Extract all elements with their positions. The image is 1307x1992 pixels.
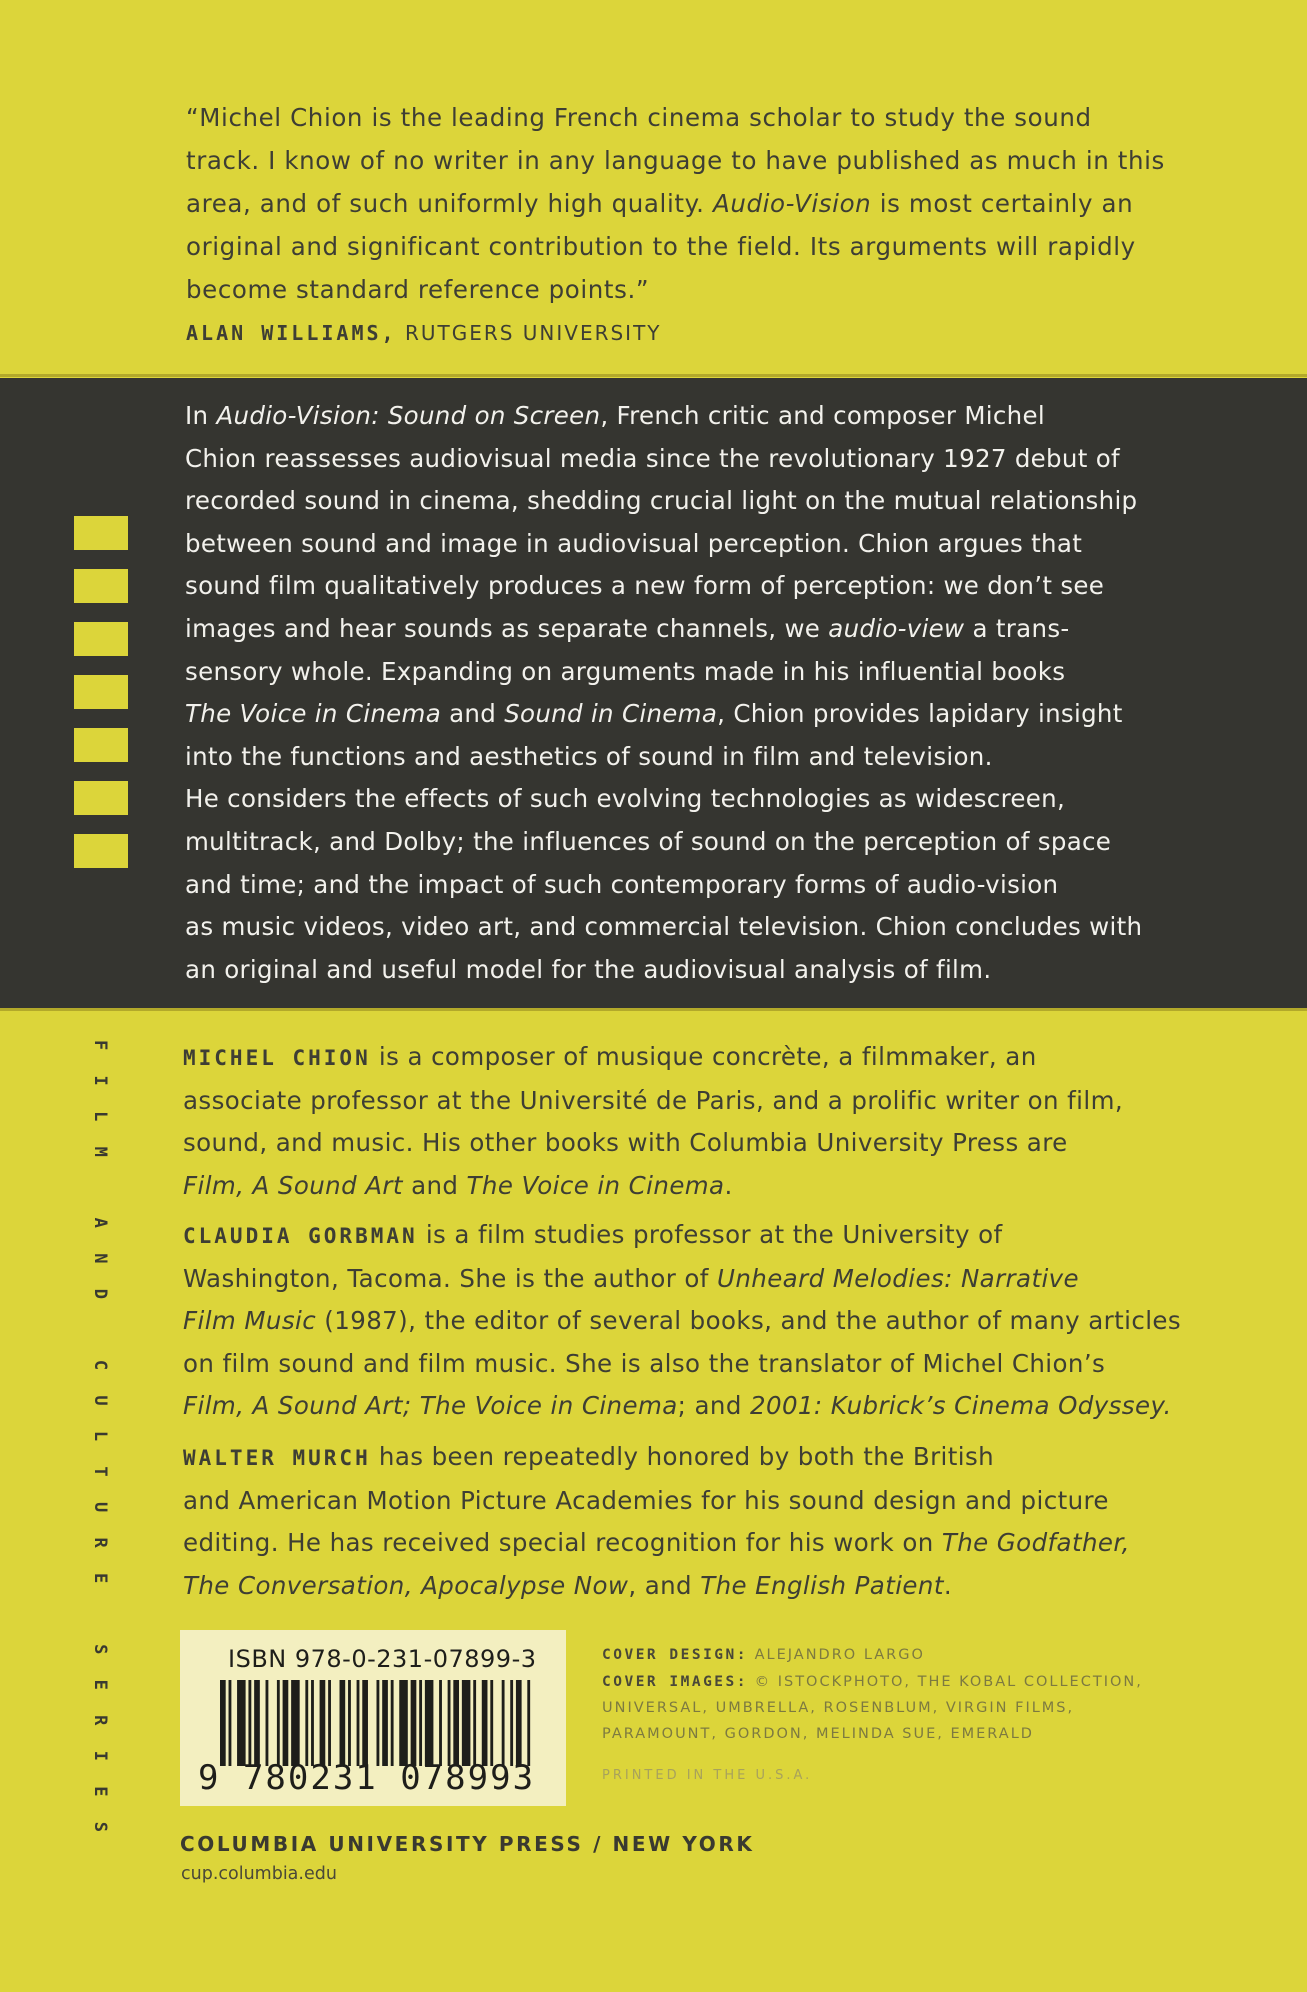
isbn-label: ISBN 978-0-231-07899-3 [228,1645,537,1673]
isbn-number: 9 780231 078993 [198,1758,536,1798]
printed-in: PRINTED IN THE U.S.A. [602,1768,813,1783]
bio-murch: WALTER MURCH has been repeatedly honored by both the British and American Motion Picture Academies for his sound design and picture editing. He has received special recognition for his work on The Godfather, The Conversation, Apocalypse Now, and The English Patient. [183,1442,1130,1600]
quote-attribution [186,321,1246,345]
bio-gorbman: CLAUDIA GORBMAN is a film studies professor at the University of Washington, Tacoma. She is the author of Unheard Melodies: Narrative Film Music (1987), the editor of several books, and the author of many articles on film sound and film music. She is also the translator of Michel Chion’s Film, A Sound Art; The Voice in Cinema; and 2001: Kubrick’s Cinema Odyssey. [183,1220,1182,1420]
publisher-url[interactable]: cup.columbia.edu [181,1864,337,1884]
decorative-square [74,675,128,709]
quote-affiliation: RUTGERS UNIVERSITY [404,321,662,345]
quote-author: ALAN WILLIAMS, [186,321,397,345]
series-label: FILM AND CULTURE SERIES [90,1040,110,1858]
quote-text: “Michel Chion is the leading French cinema scholar to study the sound track. I know of no writer in any language to have published as much in this area, and of such uniformly high quality. Audio-Vision is most certainly an original and significant contribution to the field. Its arguments will rapidly become standard reference points.” [186,103,1165,304]
decorative-square [74,781,128,815]
publisher-name: COLUMBIA UNIVERSITY PRESS / NEW YORK [180,1832,755,1856]
cover-images-credit-line: UNIVERSAL, UMBRELLA, ROSENBLUM, VIRGIN FILMS, [602,1700,1075,1716]
decorative-square [74,834,128,868]
decorative-square [74,569,128,603]
book-description: In Audio-Vision: Sound on Screen, French critic and composer Michel Chion reassesses audiovisual media since the revolutionary 1927 debut of recorded sound in cinema, shedding crucial light on the mutual relationship between sound and image in audiovisual perception. Chion argues that sound film qualitatively produces a new form of perception: we don’t see images and hear sounds as separate channels, we audio-view a trans- sensory whole. Expanding on arguments made in his influential books The Voice in Cinema and Sound in Cinema, Chion provides lapidary insight into the functions and aesthetics of sound in film and television. He considers the effects of such evolving technologies as widescreen, multitrack, and Dolby; the influences of sound on the perception of space and time; and the impact of such contemporary forms of audio-vision as music videos, video art, and commercial television. Chion concludes with an original and useful model for the audiovisual analysis of film. [185,401,1143,984]
cover-design-credit: COVER DESIGN: ALEJANDRO LARGO [602,1647,925,1663]
cover-images-credit: COVER IMAGES: © ISTOCKPHOTO, THE KOBAL COLLECTION, [602,1674,1143,1690]
barcode-icon [220,1680,533,1766]
cover-images-credit-line: PARAMOUNT, GORDON, MELINDA SUE, EMERALD [602,1726,1034,1742]
decorative-square [74,728,128,762]
divider-top [0,374,1307,377]
bio-chion: MICHEL CHION is a composer of musique concrète, a filmmaker, an associate professor at the Université de Paris, and a prolific writer on film, sound, and music. His other books with Columbia University Press are Film, A Sound Art and The Voice in Cinema. [183,1042,1124,1200]
review-quote [186,96,1246,345]
decorative-square [74,516,128,550]
decorative-square [74,622,128,656]
divider-bottom [0,1008,1307,1011]
